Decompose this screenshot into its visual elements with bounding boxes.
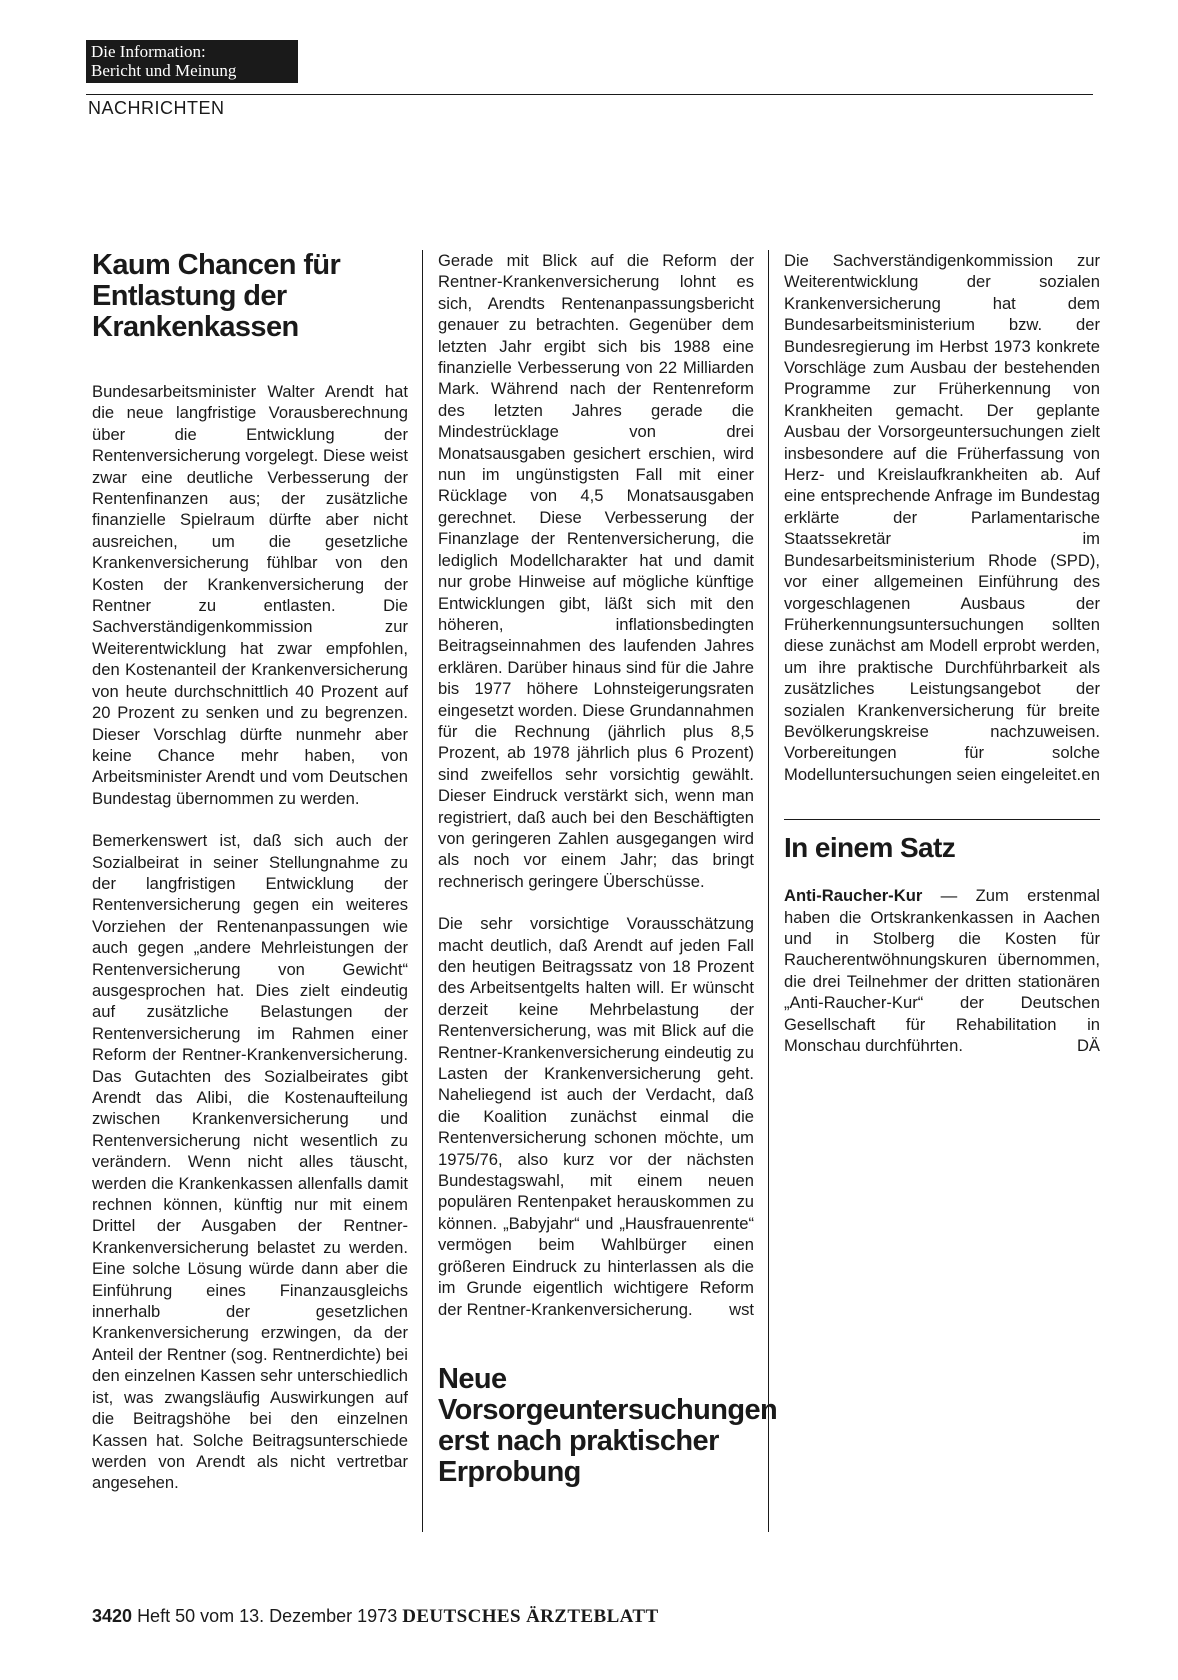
page-footer — [92, 1606, 659, 1628]
in-brief-item — [784, 885, 1100, 1056]
article2-paragraph-text: Die Sachverständigenkommission zur Weiterentwicklung der sozialen Krankenversicherung hat dem Bundesarbeitsministerium bzw. der Bundesregierung im Herbst 1973 konkrete Vorschläge zum Ausbau der bestehenden Programme zur Früherkennung von Krankheiten gemacht. Der geplante Ausbau der Vorsorgeuntersuchungen zielt insbesondere auf die Früherfassung von Herz- und Kreislaufkrankheiten ab. Auf eine entsprechende Anfrage im Bundestag erklärte der Parlamentarische Staatssekretär im Bundesarbeitsministerium Rhode (SPD), vor einer allgemeinen Einführung des vorgeschlagenen Ausbaus der Früherkennungsuntersuchungen sollten diese zunächst am Modell erprobt werden, um ihre praktische Durchführbarkeit als zusätzliches Leistungsangebot der sozialen Krankenversicherung für breite Bevölkerungskreise nachzuweisen. Vorbereitungen für solche Modelluntersuchungen seien eingeleitet. — [784, 251, 1100, 784]
magazine-name: DEUTSCHES ÄRZTEBLATT — [402, 1606, 659, 1627]
article2-headline: Neue Vorsorgeuntersuchungen erst nach praktischer Erprobung — [438, 1362, 778, 1488]
in-brief-headline: In einem Satz — [784, 832, 956, 864]
article-flow — [92, 250, 1100, 1540]
in-brief-signature: DÄ — [1076, 1036, 1100, 1055]
article1-headline: Kaum Chancen für Entlastung der Krankenkassen — [92, 249, 341, 343]
in-brief-lead: Anti-Raucher-Kur — [784, 886, 923, 906]
article2-paragraph — [784, 250, 1100, 785]
header-rule — [86, 94, 1093, 95]
department-label-line2: Bericht und Meinung — [91, 61, 237, 80]
article1-paragraph-4 — [438, 913, 754, 1320]
article1-paragraph-2: Bemerkenswert ist, daß sich auch der Sozialbeirat in seiner Stellungnahme zu der langfristigen Entwicklung der Rentenversicherung gegen ein weiteres Vorziehen der Rentenanpassungen wie auch gegen „andere Mehrleistungen der Rentenversicherung von Gewicht“ ausgesprochen hat. Dies zielt eindeutig auf zusätzliche Belastungen der Rentenversicherung im Rahmen einer Reform der Rentner-Krankenversicherung. Das Gutachten des Sozialbeirates gibt Arendt das Alibi, die Kostenaufteilung zwischen Krankenversicherung und Rentenversicherung nicht wesentlich zu verändern. Wenn nicht alles täuscht, werden die Krankenkassen allenfalls damit rechnen können, künftig nur mit einem Drittel der Ausgaben der Rentner-Krankenversicherung belastet zu werden. Eine solche Lösung würde dann aber die Einführung eines Finanzausgleichs innerhalb der gesetzlichen Krankenversicherung erzwingen, da der Anteil der Rentner (sog. Rentnerdichte) bei den einzelnen Kassen sehr unterschiedlich ist, was zwangsläufig Auswirkungen auf die Beitragshöhe bei den einzelnen Kassen hat. Solche Beitragsunterschiede werden von Arendt als nicht vertretbar angesehen. — [92, 831, 408, 1493]
in-brief-rule — [784, 819, 1100, 820]
issue-info: Heft 50 vom 13. Dezember 1973 — [137, 1606, 398, 1626]
article1-signature: wst — [729, 1299, 754, 1319]
department-label-line1: Die Information: — [91, 42, 206, 61]
article1-paragraph-3: Gerade mit Blick auf die Reform der Rentner-Krankenversicherung lohnt es sich, Arendts Rentenanpassungsbericht genauer zu betrachten. Gegenüber dem letzten Jahr ergibt sich bis 1988 eine finanzielle Verbesserung von 22 Milliarden Mark. Während nach der Rentenreform des letzten Jahres gerade die Mindestrücklage von drei Monatsausgaben gesichert erschien, wird nun im ungünstigsten Fall mit einer Rücklage von 4,5 Monatsausgaben gerechnet. Diese Verbesserung der Finanzlage der Rentenversicherung, die lediglich Modellcharakter hat und damit nur grobe Hinweise auf mögliche künftige Entwicklungen gibt, läßt sich mit den höheren, inflationsbedingten Beitragseinnahmen des laufenden Jahres erklären. Darüber hinaus sind für die Jahre bis 1977 höhere Lohnsteigerungsraten eingesetzt worden. Diese Grundannahmen für die Rechnung (jährlich plus 8,5 Prozent, ab 1978 jährlich plus 6 Prozent) sind zweifellos sehr vorsichtig gewählt. Dieser Eindruck verstärkt sich, wenn man registriert, daß auch bei den Beschäftigten von geringeren Zahlen ausgegangen wird als noch vor einem Jahr; das bringt rechnerisch geringere Überschüsse. — [438, 251, 754, 891]
section-label: NACHRICHTEN — [88, 98, 225, 118]
article1-paragraph-4-text: Die sehr vorsichtige Vorausschätzung macht deutlich, daß Arendt auf jeden Fall den heutigen Beitragssatz von 18 Prozent des Arbeitsentgelts halten will. Er wünscht derzeit keine Mehrbelastung der Rentenversicherung, was mit Blick auf die Rentner-Krankenversicherung eindeutig zu Lasten der Krankenversicherung geht. Naheliegend ist auch der Verdacht, daß die Koalition zunächst einmal die Rentenversicherung schonen möchte, um 1975/76, also kurz vor der nächsten Bundestagswahl, mit einem neuen populären Rentenpaket herauskommen zu können. „Babyjahr“ und „Hausfrauenrente“ vermögen beim Wahlbürger einen größeren Eindruck zu hinterlassen als die im Grunde eigentlich wichtigere Reform der Rentner-Krankenversicherung. — [438, 914, 754, 1319]
article1-paragraph-1: Bundesarbeitsminister Walter Arendt hat die neue langfristige Vorausberechnung über die Entwicklung der Rentenversicherung vorgelegt. Diese weist zwar eine deutliche Verbesserung der Rentenfinanzen aus; der zusätzliche finanzielle Spielraum dürfte aber nicht ausreichen, um die gesetzliche Krankenversicherung fühlbar von den Kosten der Krankenversicherung der Rentner zu entlasten. Die Sachverständigenkommission zur Weiterentwicklung hat zwar empfohlen, den Kostenanteil der Krankenversicherung von heute durchschnittlich 40 Prozent auf 20 Prozent zu senken und zu begrenzen. Dieser Vorschlag dürfte nunmehr aber keine Chance mehr haben, von Arbeitsminister Arendt und vom Deutschen Bundestag übernommen zu werden. — [92, 382, 408, 808]
department-label — [86, 40, 298, 83]
page-number: 3420 — [92, 1606, 133, 1626]
in-brief-text: — Zum erstenmal haben die Ortskrankenkassen in Aachen und in Stolberg die Kosten für Raucherentwöhnungskuren übernommen, die drei Teilnehmer der dritten stationären „Anti-Raucher-Kur“ der Deutschen Gesellschaft für Rehabilitation in Monschau durchführten. — [784, 886, 1100, 1055]
article2-signature: en — [1081, 764, 1100, 784]
